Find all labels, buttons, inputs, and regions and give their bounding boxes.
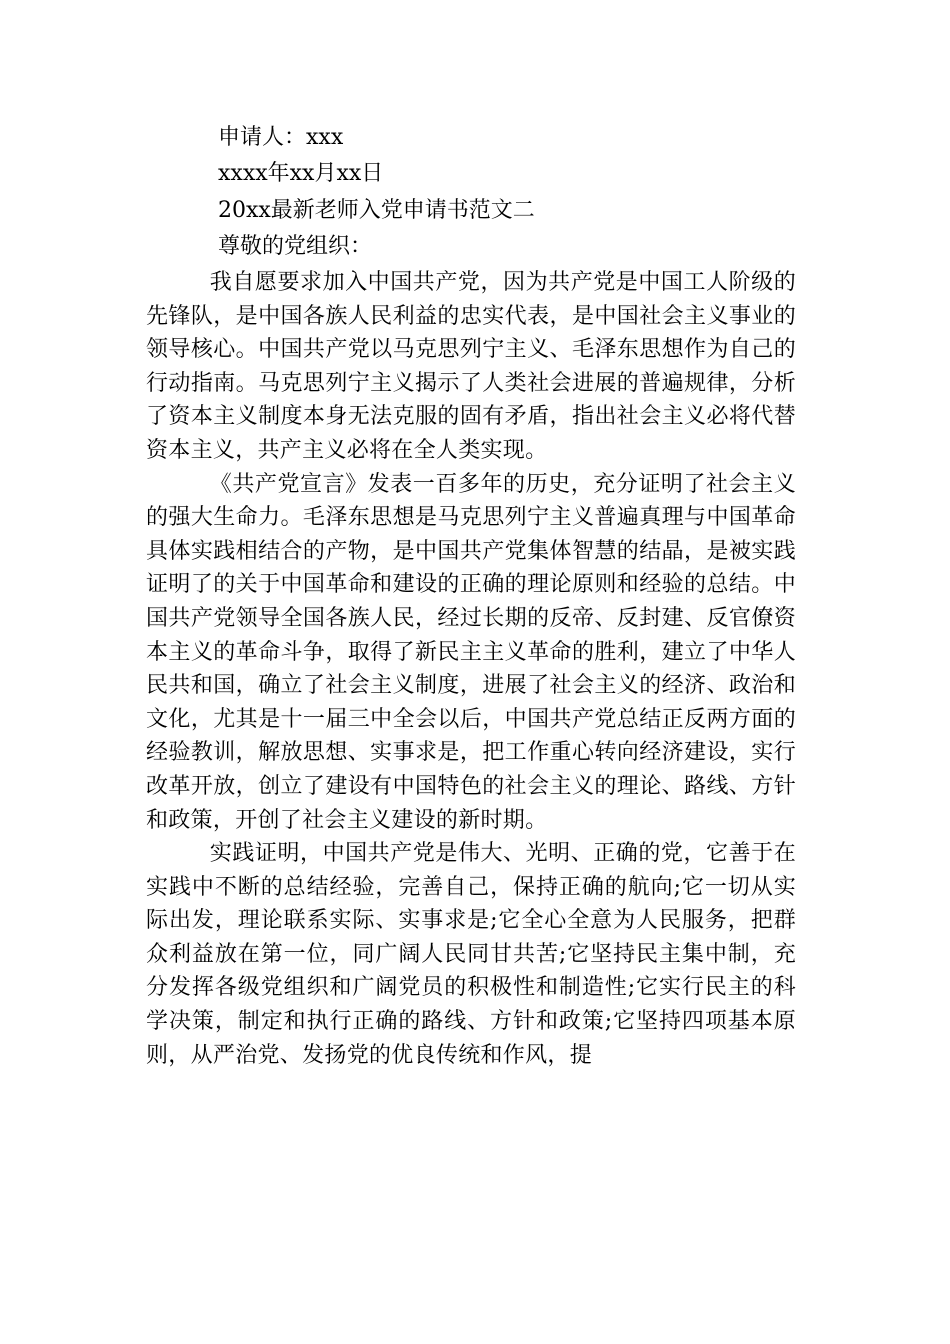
- salutation: 尊敬的党组织：: [218, 234, 373, 259]
- letter-body: [146, 266, 796, 1072]
- applicant-line: 申请人：xxx: [218, 125, 344, 150]
- paragraph-1: 我自愿要求加入中国共产党，因为共产党是中国工人阶级的先锋队，是中国各族人民利益的忠实代表，是中国社会主义事业的领导核心。中国共产党以马克思列宁主义、毛泽东思想作为自己的行动指南。马克思列宁主义揭示了人类社会进展的普遍规律，分析了资本主义制度本身无法克服的固有矛盾，指出社会主义必将代替资本主义，共产主义必将在全人类实现。: [146, 270, 796, 463]
- paragraph-3: 实践证明，中国共产党是伟大、光明、正确的党，它善于在实践中不断的总结经验，完善自己，保持正确的航向;它一切从实际出发，理论联系实际、实事求是;它全心全意为人民服务，把群众利益放在第一位，同广阔人民同甘共苦;它坚持民主集中制，充分发挥各级党组织和广阔党员的积极性和制造性;它实行民主的科学决策，制定和执行正确的路线、方针和政策;它坚持四项基本原则，从严治党、发扬党的优良传统和作风，提: [146, 841, 796, 1068]
- date-line: xxxx年xx月xx日: [218, 161, 384, 186]
- paragraph-2: 《共产党宣言》发表一百多年的历史，充分证明了社会主义的强大生命力。毛泽东思想是马克思列宁主义普遍真理与中国革命具体实践相结合的产物，是中国共产党集体智慧的结晶，是被实践证明了的关于中国革命和建设的正确的理论原则和经验的总结。中国共产党领导全国各族人民，经过长期的反帝、反封建、反官僚资本主义的革命斗争，取得了新民主主义革命的胜利，建立了中华人民共和国，确立了社会主义制度，进展了社会主义的经济、政治和文化，尤其是十一届三中全会以后，中国共产党总结正反两方面的经验教训，解放思想、实事求是，把工作重心转向经济建设，实行改革开放，创立了建设有中国特色的社会主义的理论、路线、方针和政策，开创了社会主义建设的新时期。: [146, 471, 796, 833]
- section-title: 20xx最新老师入党申请书范文二: [218, 198, 535, 223]
